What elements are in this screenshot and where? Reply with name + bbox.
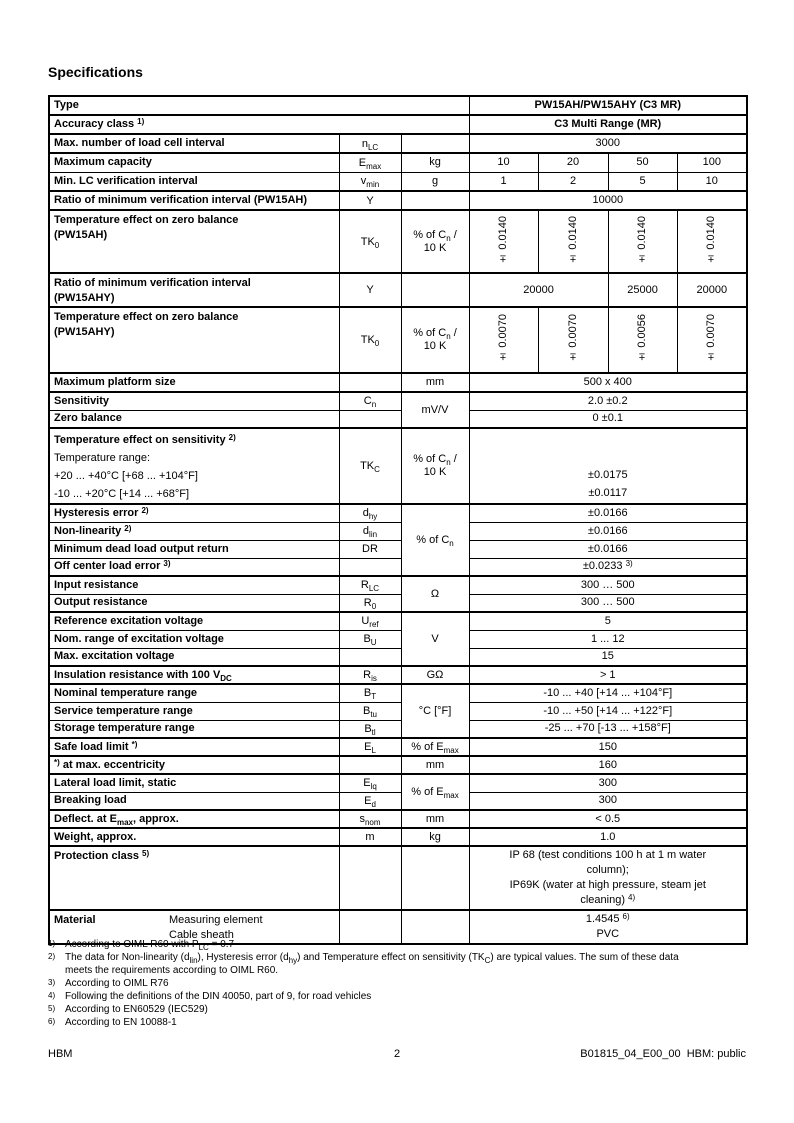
row-temp-effect-zero-pw15ahy xyxy=(49,307,747,373)
row-safe-load-limit xyxy=(49,738,747,756)
footnote-marker: 1) xyxy=(48,939,56,948)
row-insulation-resistance xyxy=(49,666,747,684)
row-temp-effect-zero-pw15ah xyxy=(49,210,747,273)
row-max-load-cell-interval xyxy=(49,134,747,153)
cell-storage-temperature-range-value: -25 ... +70 [-13 ... +158°F] xyxy=(469,720,747,738)
cell-ratio-min-verification-pw15ah-value: 10000 xyxy=(469,191,747,210)
cell-non-linearity-value: ±0.0166 xyxy=(469,522,747,540)
spec-table-body xyxy=(49,96,747,944)
cell-nominal-temperature-range-symbol: $B_T$ xyxy=(339,684,401,702)
cell-output-resistance-symbol: $R_0$ xyxy=(339,594,401,612)
cell-min-lc-verification-interval-symbol: $v_{min}$ xyxy=(339,172,401,191)
cell-weight-value: 1.0 xyxy=(469,828,747,846)
cell-protection-class-unit xyxy=(401,846,469,910)
cell-at-max-eccentricity-value: 160 xyxy=(469,756,747,774)
cell-ratio-min-verification-pw15ah-symbol: Y xyxy=(339,191,401,210)
cell-at-max-eccentricity-symbol xyxy=(339,756,401,774)
cell-output-resistance-value: 300 … 500 xyxy=(469,594,747,612)
cell-temp-effect-sensitivity-label: Temperature effect on sensitivity $^{2)}$ Temperature range: +20 ... +40°C [+68 ... +104°F] -10 ... +20°C [+14 ... +68°F] xyxy=(49,428,339,504)
cell-breaking-load-label: Breaking load xyxy=(49,792,339,810)
cell-max-excitation-voltage-value: 15 xyxy=(469,648,747,666)
cell-max-load-cell-interval-symbol: $n_{LC}$ xyxy=(339,134,401,153)
row-hysteresis-error xyxy=(49,504,747,522)
cell-sensitivity-value: 2.0 ±0.2 xyxy=(469,392,747,410)
row-lateral-load-limit xyxy=(49,774,747,792)
cell-maximum-capacity-value-1: 10 xyxy=(469,153,538,172)
cell-weight-unit: kg xyxy=(401,828,469,846)
cell-lateral-load-limit-symbol: $E_{lq}$ xyxy=(339,774,401,792)
cell-non-linearity-symbol: $d_{lin}$ xyxy=(339,522,401,540)
row-weight xyxy=(49,828,747,846)
cell-temp-effect-zero-pw15ahy-value-1: ± 0.0070 xyxy=(469,307,538,373)
row-type xyxy=(49,96,747,115)
cell-temp-effect-zero-pw15ah-value-1: ± 0.0140 xyxy=(469,210,538,273)
cell-hysteresis-error-unit: % of $C_n$ xyxy=(401,504,469,576)
cell-temp-effect-sensitivity-unit: % of $C_n$ / 10 K xyxy=(401,428,469,504)
cell-reference-excitation-voltage-unit: V xyxy=(401,612,469,666)
cell-service-temperature-range-value: -10 ... +50 [+14 ... +122°F] xyxy=(469,702,747,720)
cell-deflection-at-emax-value: < 0.5 xyxy=(469,810,747,828)
footnote-5 xyxy=(48,1003,748,1016)
cell-accuracy-class-value: C3 Multi Range (MR) xyxy=(469,115,747,134)
cell-hysteresis-error-label: Hysteresis error $^{2)}$ xyxy=(49,504,339,522)
cell-sensitivity-label: Sensitivity xyxy=(49,392,339,410)
row-sensitivity xyxy=(49,392,747,410)
cell-weight-label: Weight, approx. xyxy=(49,828,339,846)
cell-maximum-capacity-unit: kg xyxy=(401,153,469,172)
cell-at-max-eccentricity-unit: mm xyxy=(401,756,469,774)
cell-temp-effect-zero-pw15ahy-value-4: ± 0.0070 xyxy=(677,307,747,373)
footnote-text: According to OIML R76 xyxy=(65,978,169,989)
cell-ratio-min-verification-pw15ah-label: Ratio of minimum verification interval (PW15AH) xyxy=(49,191,339,210)
cell-min-dead-load-output-return-symbol: DR xyxy=(339,540,401,558)
cell-temp-effect-zero-pw15ah-symbol: $TK_0$ xyxy=(339,210,401,273)
footnote-text: According to OIML R60 with $P_{LC} = 0.7$ xyxy=(65,939,235,952)
cell-type-label: Type xyxy=(49,96,469,115)
page-footer xyxy=(48,1048,746,1064)
cell-protection-class-symbol xyxy=(339,846,401,910)
cell-material-value: 1.4545 $^{6)}$ PVC xyxy=(469,910,747,944)
cell-ratio-min-verification-pw15ahy-symbol: Y xyxy=(339,273,401,307)
cell-ratio-min-verification-pw15ah-unit xyxy=(401,191,469,210)
cell-off-center-load-error-value: ±0.0233 $^{3)}$ xyxy=(469,558,747,576)
cell-nom-range-excitation-voltage-symbol: $B_U$ xyxy=(339,630,401,648)
cell-min-dead-load-output-return-label: Minimum dead load output return xyxy=(49,540,339,558)
cell-temp-effect-sensitivity-symbol: $TK_C$ xyxy=(339,428,401,504)
row-maximum-capacity xyxy=(49,153,747,172)
cell-maximum-platform-size-unit: mm xyxy=(401,373,469,392)
cell-zero-balance-label: Zero balance xyxy=(49,410,339,428)
cell-nominal-temperature-range-label: Nominal temperature range xyxy=(49,684,339,702)
cell-safe-load-limit-value: 150 xyxy=(469,738,747,756)
cell-nom-range-excitation-voltage-value: 1 ... 12 xyxy=(469,630,747,648)
row-breaking-load xyxy=(49,792,747,810)
cell-input-resistance-symbol: $R_{LC}$ xyxy=(339,576,401,594)
cell-nominal-temperature-range-unit: °C [°F] xyxy=(401,684,469,738)
cell-lateral-load-limit-unit: % of $E_{max}$ xyxy=(401,774,469,810)
cell-max-load-cell-interval-label: Max. number of load cell interval xyxy=(49,134,339,153)
footnote-text: Following the definitions of the DIN 40050, part of 9, for road vehicles xyxy=(65,991,372,1002)
cell-safe-load-limit-unit: % of $E_{max}$ xyxy=(401,738,469,756)
cell-min-lc-verification-interval-unit: g xyxy=(401,172,469,191)
cell-deflection-at-emax-label: Deflect. at $E_{max}$, approx. xyxy=(49,810,339,828)
cell-deflection-at-emax-symbol: $s_{nom}$ xyxy=(339,810,401,828)
cell-input-resistance-value: 300 … 500 xyxy=(469,576,747,594)
cell-hysteresis-error-value: ±0.0166 xyxy=(469,504,747,522)
row-min-dead-load-output-return xyxy=(49,540,747,558)
row-storage-temperature-range xyxy=(49,720,747,738)
spec-table xyxy=(48,95,748,945)
cell-min-lc-verification-interval-value-4: 10 xyxy=(677,172,747,191)
footnote-text: The data for Non-linearity $(d_{lin})$, Hysteresis error $(d_{hy})$ and Temperature effect on sensitivity $(TK_C)$ are typical values. The sum of these data meets the requirements according to OIML R60. xyxy=(65,952,679,976)
cell-min-dead-load-output-return-value: ±0.0166 xyxy=(469,540,747,558)
cell-maximum-platform-size-value: 500 x 400 xyxy=(469,373,747,392)
row-reference-excitation-voltage xyxy=(49,612,747,630)
cell-min-lc-verification-interval-value-2: 2 xyxy=(538,172,608,191)
footer-page-number: 2 xyxy=(393,1048,401,1060)
row-zero-balance xyxy=(49,410,747,428)
cell-lateral-load-limit-value: 300 xyxy=(469,774,747,792)
cell-maximum-platform-size-label: Maximum platform size xyxy=(49,373,339,392)
footnote-marker: 5) xyxy=(48,1004,56,1013)
cell-safe-load-limit-label: Safe load limit *) xyxy=(49,738,339,756)
footnote-3 xyxy=(48,977,748,990)
cell-maximum-capacity-value-4: 100 xyxy=(677,153,747,172)
cell-temp-effect-zero-pw15ahy-label: Temperature effect on zero balance (PW15AHY) xyxy=(49,307,339,373)
cell-min-lc-verification-interval-value-3: 5 xyxy=(608,172,677,191)
cell-max-load-cell-interval-value: 3000 xyxy=(469,134,747,153)
cell-off-center-load-error-label: Off center load error $^{3)}$ xyxy=(49,558,339,576)
footnote-text: According to EN 10088-1 xyxy=(65,1017,177,1028)
footnote-2 xyxy=(48,951,748,977)
cell-temp-effect-zero-pw15ah-label: Temperature effect on zero balance (PW15AH) xyxy=(49,210,339,273)
footnote-marker: 6) xyxy=(48,1017,56,1026)
cell-lateral-load-limit-label: Lateral load limit, static xyxy=(49,774,339,792)
cell-ratio-min-verification-pw15ahy-unit xyxy=(401,273,469,307)
cell-storage-temperature-range-label: Storage temperature range xyxy=(49,720,339,738)
row-protection-class xyxy=(49,846,747,910)
cell-maximum-capacity-label: Maximum capacity xyxy=(49,153,339,172)
row-service-temperature-range xyxy=(49,702,747,720)
row-maximum-platform-size xyxy=(49,373,747,392)
row-ratio-min-verification-pw15ah xyxy=(49,191,747,210)
cell-min-lc-verification-interval-label: Min. LC verification interval xyxy=(49,172,339,191)
cell-safe-load-limit-symbol: $E_L$ xyxy=(339,738,401,756)
cell-nominal-temperature-range-value: -10 ... +40 [+14 ... +104°F] xyxy=(469,684,747,702)
cell-temp-effect-zero-pw15ahy-symbol: $TK_0$ xyxy=(339,307,401,373)
cell-reference-excitation-voltage-value: 5 xyxy=(469,612,747,630)
footnote-marker: 4) xyxy=(48,991,56,1000)
footnotes xyxy=(48,938,748,1029)
row-output-resistance xyxy=(49,594,747,612)
cell-temp-effect-zero-pw15ah-value-4: ± 0.0140 xyxy=(677,210,747,273)
cell-protection-class-value: IP 68 (test conditions 100 h at 1 m water column); IP69K (water at high pressure, steam jet cleaning) $^{4)}$ xyxy=(469,846,747,910)
row-at-max-eccentricity xyxy=(49,756,747,774)
footer-document-id: B01815_04_E00_00 HBM: public xyxy=(580,1048,746,1060)
row-ratio-min-verification-pw15ahy xyxy=(49,273,747,307)
cell-min-lc-verification-interval-value-1: 1 xyxy=(469,172,538,191)
row-nominal-temperature-range xyxy=(49,684,747,702)
cell-weight-symbol: m xyxy=(339,828,401,846)
cell-insulation-resistance-symbol: $R_{is}$ xyxy=(339,666,401,684)
footer-company: HBM xyxy=(48,1048,73,1060)
cell-temp-effect-zero-pw15ahy-value-3: ± 0.0056 xyxy=(608,307,677,373)
row-off-center-load-error xyxy=(49,558,747,576)
cell-insulation-resistance-label: Insulation resistance with 100 $V_{DC}$ xyxy=(49,666,339,684)
row-input-resistance xyxy=(49,576,747,594)
cell-nom-range-excitation-voltage-label: Nom. range of excitation voltage xyxy=(49,630,339,648)
cell-zero-balance-value: 0 ±0.1 xyxy=(469,410,747,428)
cell-sensitivity-symbol: $C_n$ xyxy=(339,392,401,410)
cell-max-load-cell-interval-unit xyxy=(401,134,469,153)
footnote-marker: 2) xyxy=(48,952,56,961)
row-temp-effect-sensitivity xyxy=(49,428,747,504)
footnote-text: According to EN60529 (IEC529) xyxy=(65,1004,208,1015)
cell-breaking-load-value: 300 xyxy=(469,792,747,810)
page-title: Specifications xyxy=(48,64,143,80)
cell-insulation-resistance-value: > 1 xyxy=(469,666,747,684)
cell-service-temperature-range-symbol: $B_{tu}$ xyxy=(339,702,401,720)
cell-non-linearity-label: Non-linearity $^{2)}$ xyxy=(49,522,339,540)
cell-max-excitation-voltage-label: Max. excitation voltage xyxy=(49,648,339,666)
cell-temp-effect-zero-pw15ah-unit: % of $C_n$ / 10 K xyxy=(401,210,469,273)
cell-protection-class-label: Protection class $^{5)}$ xyxy=(49,846,339,910)
cell-service-temperature-range-label: Service temperature range xyxy=(49,702,339,720)
row-max-excitation-voltage xyxy=(49,648,747,666)
cell-at-max-eccentricity-label: *) at max. eccentricity xyxy=(49,756,339,774)
row-non-linearity xyxy=(49,522,747,540)
cell-input-resistance-unit: Ω xyxy=(401,576,469,612)
cell-breaking-load-symbol: $E_d$ xyxy=(339,792,401,810)
cell-hysteresis-error-symbol: $d_{hy}$ xyxy=(339,504,401,522)
cell-type-value: PW15AH/PW15AHY (C3 MR) xyxy=(469,96,747,115)
cell-maximum-capacity-symbol: $E_{max}$ xyxy=(339,153,401,172)
row-nom-range-excitation-voltage xyxy=(49,630,747,648)
footnote-4 xyxy=(48,990,748,1003)
cell-insulation-resistance-unit: GΩ xyxy=(401,666,469,684)
cell-deflection-at-emax-unit: mm xyxy=(401,810,469,828)
cell-maximum-capacity-value-3: 50 xyxy=(608,153,677,172)
cell-material-label: Material Measuring element Cable sheath xyxy=(49,910,339,944)
cell-temp-effect-zero-pw15ah-value-2: ± 0.0140 xyxy=(538,210,608,273)
footnote-6 xyxy=(48,1016,748,1029)
cell-temp-effect-zero-pw15ah-value-3: ± 0.0140 xyxy=(608,210,677,273)
cell-storage-temperature-range-symbol: $B_{tl}$ xyxy=(339,720,401,738)
cell-reference-excitation-voltage-symbol: $U_{ref}$ xyxy=(339,612,401,630)
cell-input-resistance-label: Input resistance xyxy=(49,576,339,594)
cell-output-resistance-label: Output resistance xyxy=(49,594,339,612)
cell-sensitivity-unit: mV/V xyxy=(401,392,469,428)
row-deflection-at-emax xyxy=(49,810,747,828)
row-accuracy-class xyxy=(49,115,747,134)
footnote-1 xyxy=(48,938,748,951)
cell-accuracy-class-label: Accuracy class $^{1)}$ xyxy=(49,115,469,134)
cell-max-excitation-voltage-symbol xyxy=(339,648,401,666)
footnote-marker: 3) xyxy=(48,978,56,987)
cell-ratio-min-verification-pw15ahy-value-1: 20000 xyxy=(469,273,608,307)
cell-ratio-min-verification-pw15ahy-value-3: 20000 xyxy=(677,273,747,307)
cell-temp-effect-sensitivity-value: ±0.0175 ±0.0117 xyxy=(469,428,747,504)
row-min-lc-verification-interval xyxy=(49,172,747,191)
cell-temp-effect-zero-pw15ahy-value-2: ± 0.0070 xyxy=(538,307,608,373)
cell-reference-excitation-voltage-label: Reference excitation voltage xyxy=(49,612,339,630)
cell-maximum-platform-size-symbol xyxy=(339,373,401,392)
cell-temp-effect-zero-pw15ahy-unit: % of $C_n$ / 10 K xyxy=(401,307,469,373)
cell-ratio-min-verification-pw15ahy-label: Ratio of minimum verification interval (PW15AHY) xyxy=(49,273,339,307)
cell-zero-balance-symbol xyxy=(339,410,401,428)
cell-off-center-load-error-symbol xyxy=(339,558,401,576)
cell-ratio-min-verification-pw15ahy-value-2: 25000 xyxy=(608,273,677,307)
cell-maximum-capacity-value-2: 20 xyxy=(538,153,608,172)
